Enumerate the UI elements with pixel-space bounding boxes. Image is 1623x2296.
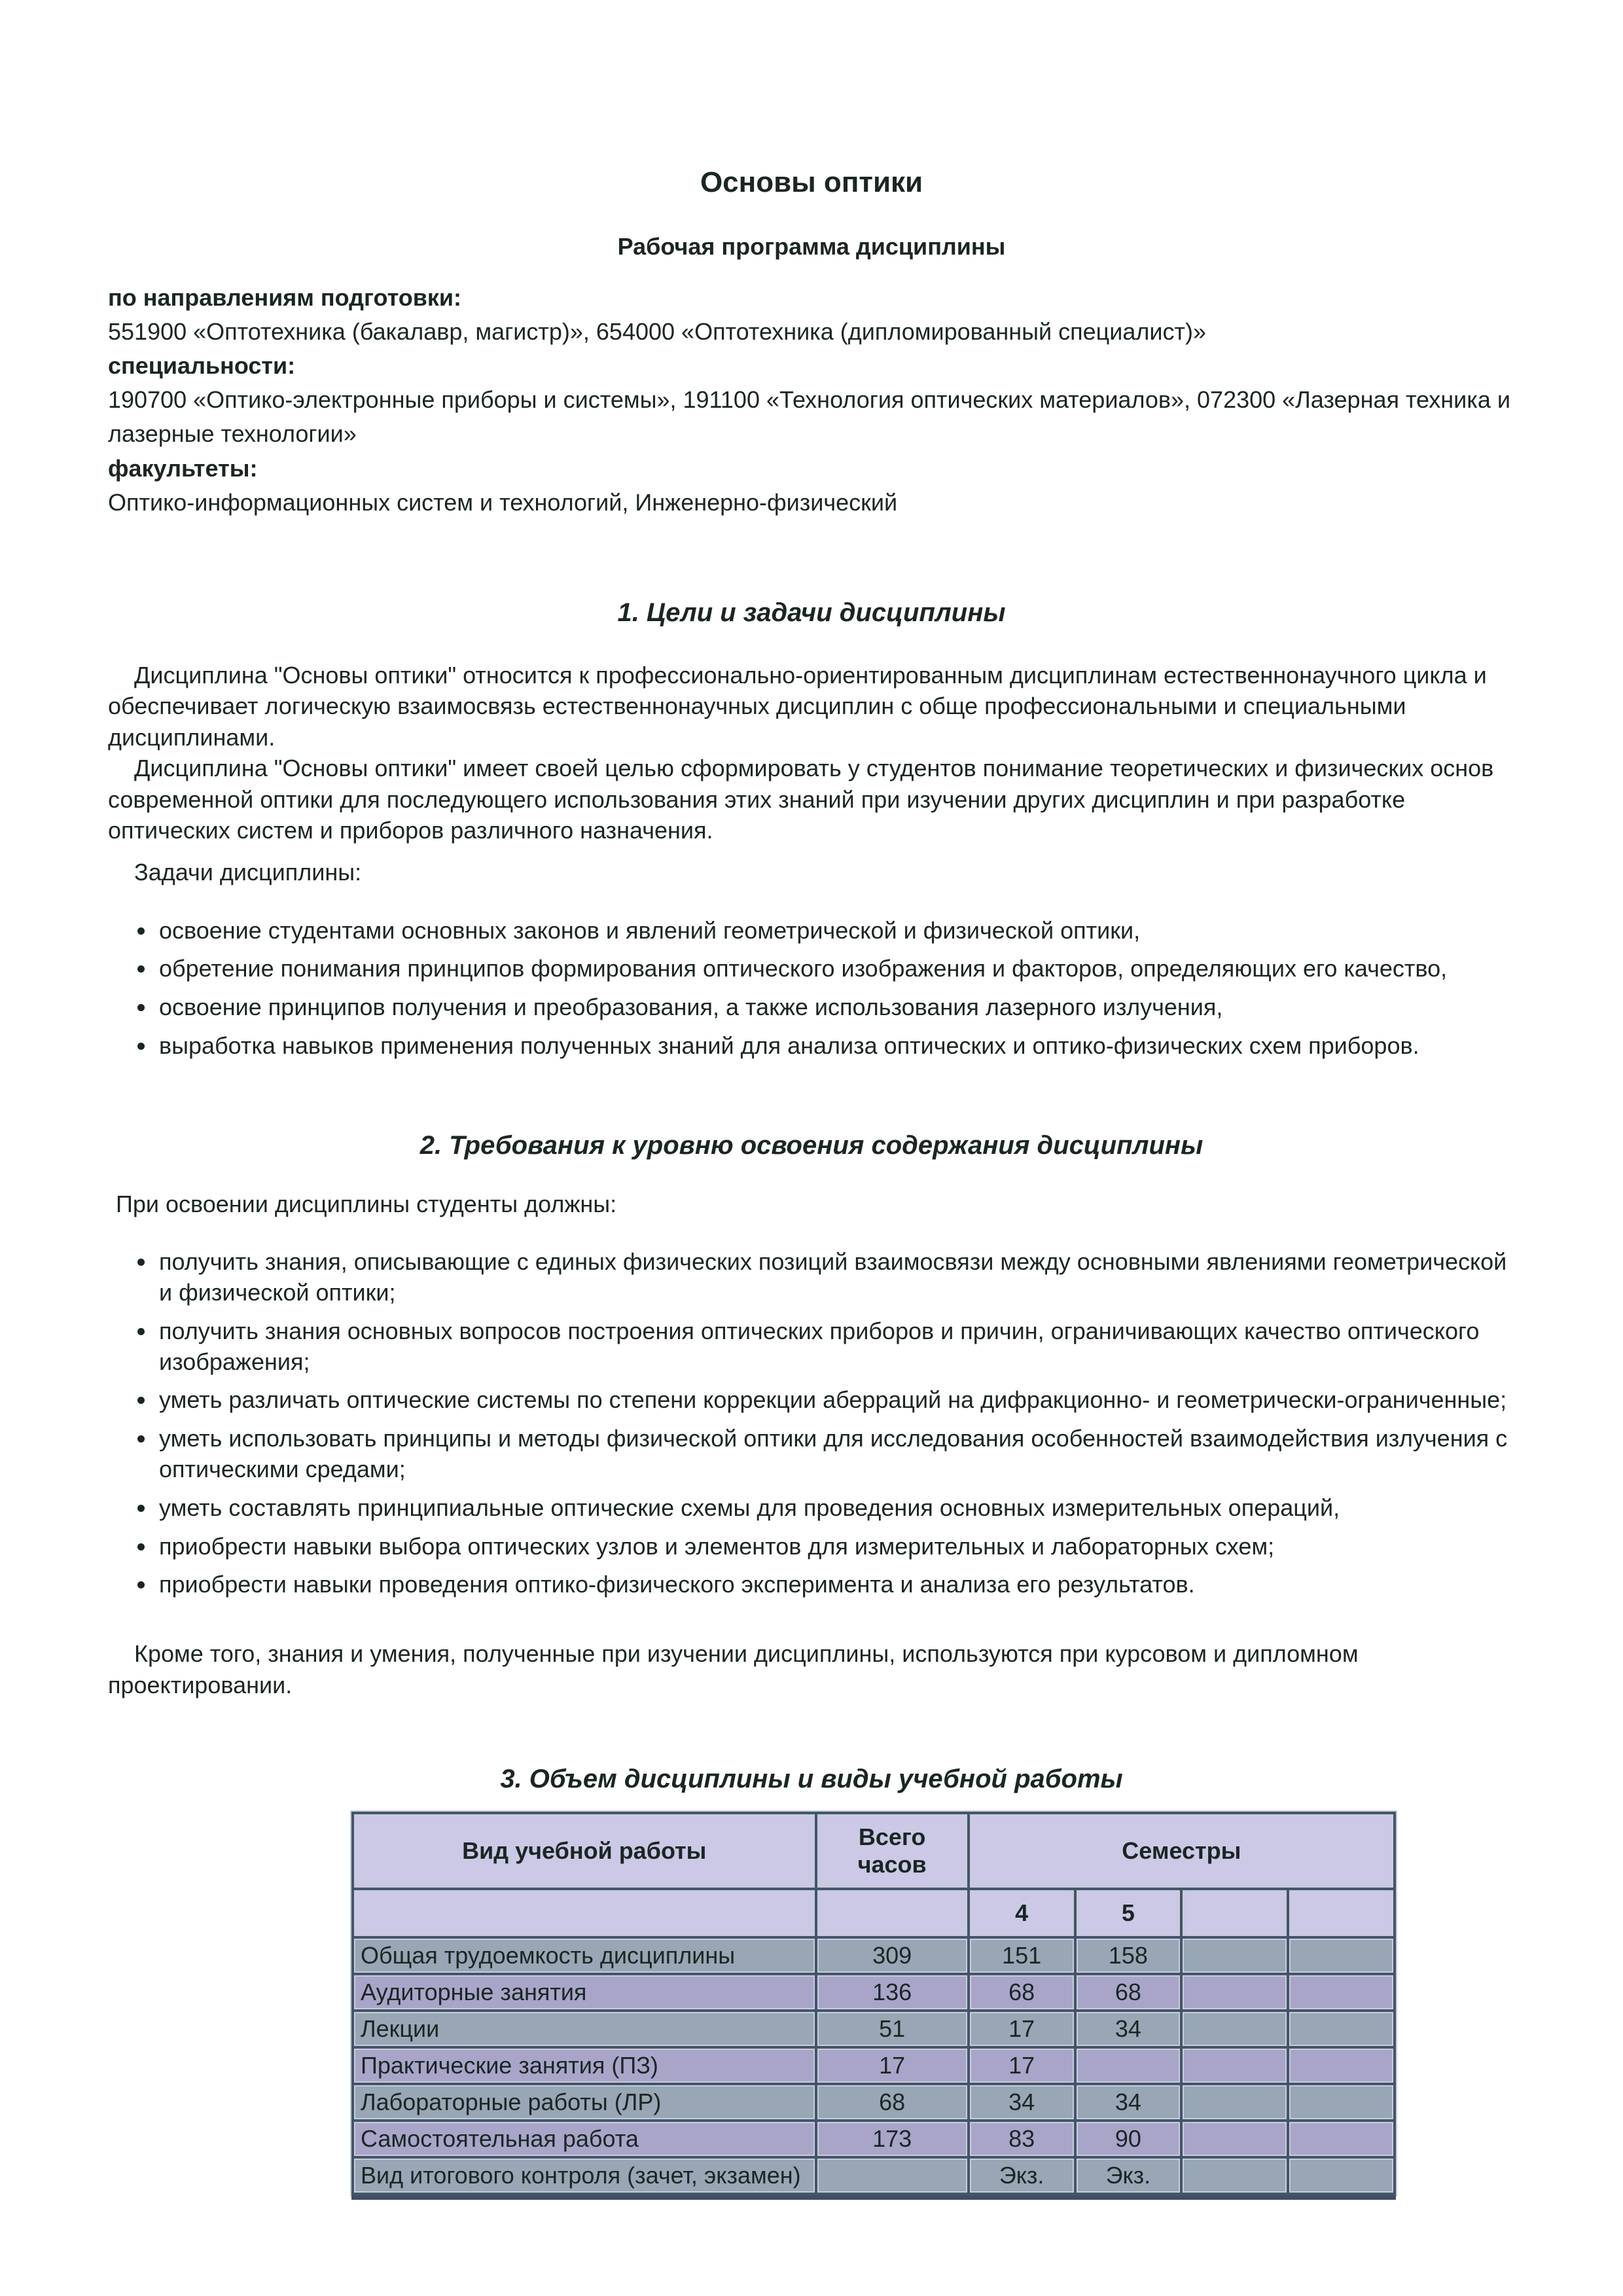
- specialties-label: специальности:: [108, 351, 296, 379]
- row-sem-cell: [1183, 2012, 1287, 2046]
- page-title: Основы оптики: [700, 166, 923, 198]
- semester-number-cell: 4: [970, 1890, 1074, 1936]
- semester-number-cell: 5: [1077, 1890, 1181, 1936]
- table-row: [354, 2159, 1393, 2193]
- list-item: • приобрести навыки проведения оптико-физического эксперимента и анализа его результатов.: [156, 1570, 1515, 1600]
- row-sem-cell: [1289, 1975, 1393, 2009]
- faculties-label: факультеты:: [108, 454, 258, 482]
- semester-number-cell: [1183, 1890, 1287, 1936]
- section2-outro: Кроме того, знания и умения, полученные при изучении дисциплины, используются при курсовом и дипломном проектировании.: [108, 1640, 1359, 1698]
- row-sem-cell: [1289, 2085, 1393, 2119]
- row-sem-cell: [1289, 2012, 1393, 2046]
- row-total-cell: 51: [817, 2012, 967, 2046]
- row-sem-cell: 34: [970, 2085, 1074, 2119]
- header-cell-semesters: Семестры: [970, 1814, 1393, 1888]
- row-sem-cell: 151: [970, 1939, 1074, 1973]
- section1-tasks-intro: Задачи дисциплины:: [134, 858, 362, 886]
- workload-table: [351, 1812, 1396, 2195]
- row-sem-cell: [1289, 1939, 1393, 1973]
- list-item: • освоение принципов получения и преобразования, а также использования лазерного излучения,: [156, 992, 1515, 1023]
- specialties-value: 190700 «Оптико-электронные приборы и системы», 191100 «Технология оптических материалов», 072300 «Лазерная техника и лазерные технологии»: [108, 386, 1510, 448]
- row-sem-cell: [1183, 2159, 1287, 2193]
- list-item: • освоение студентами основных законов и явлений геометрической и физической оптики,: [156, 916, 1515, 946]
- row-label-cell: Вид итогового контроля (зачет, экзамен): [354, 2159, 815, 2193]
- workload-table-wrap: [351, 1812, 1515, 2195]
- list-item: • получить знания основных вопросов построения оптических приборов и причин, ограничивающих качество оптического изображения;: [156, 1316, 1515, 1378]
- list-item: • получить знания, описывающие с единых физических позиций взаимосвязи между основными явлениями геометрической и физической оптики;: [156, 1247, 1515, 1308]
- row-sem-cell: [1289, 2049, 1393, 2083]
- list-item: • обретение понимания принципов формирования оптического изображения и факторов, определяющих его качество,: [156, 954, 1515, 984]
- row-sem-cell: 17: [970, 2012, 1074, 2046]
- row-sem-cell: 34: [1077, 2012, 1181, 2046]
- row-label-cell: Практические занятия (ПЗ): [354, 2049, 815, 2083]
- row-sem-cell: 68: [970, 1975, 1074, 2009]
- row-total-cell: 17: [817, 2049, 967, 2083]
- table-header-row: [354, 1814, 1393, 1888]
- row-total-cell: 136: [817, 1975, 967, 2009]
- list-item: • уметь различать оптические системы по степени коррекции аберраций на дифракционно- и геометрически-ограниченные;: [156, 1385, 1515, 1416]
- section1-heading: 1. Цели и задачи дисциплины: [617, 598, 1006, 627]
- meta-block: [108, 281, 1515, 520]
- table-row: [354, 2085, 1393, 2119]
- row-sem-cell: [1183, 1975, 1287, 2009]
- row-sem-cell: 17: [970, 2049, 1074, 2083]
- row-sem-cell: 90: [1077, 2122, 1181, 2156]
- row-sem-cell: [1183, 2049, 1287, 2083]
- header-cell-work-type: Вид учебной работы: [354, 1814, 815, 1888]
- semester-number-cell: [1289, 1890, 1393, 1936]
- list-item: • уметь использовать принципы и методы физической оптики для исследования особенностей взаимодействия излучения с оптическими средами;: [156, 1424, 1515, 1485]
- row-sem-cell: [1289, 2122, 1393, 2156]
- directions-value: 551900 «Оптотехника (бакалавр, магистр)», 654000 «Оптотехника (дипломированный специалист)»: [108, 317, 1207, 345]
- row-total-cell: 68: [817, 2085, 967, 2119]
- row-label-cell: Лабораторные работы (ЛР): [354, 2085, 815, 2119]
- section2-intro: При освоении дисциплины студенты должны:: [116, 1190, 617, 1217]
- row-total-cell: 173: [817, 2122, 967, 2156]
- row-sem-cell: [1183, 2085, 1287, 2119]
- directions-label: по направлениям подготовки:: [108, 283, 461, 311]
- row-sem-cell: 68: [1077, 1975, 1181, 2009]
- table-row: [354, 1975, 1393, 2009]
- row-label-cell: Общая трудоемкость дисциплины: [354, 1939, 815, 1973]
- section1-bullet-list: [108, 916, 1515, 1062]
- list-item: • выработка навыков применения полученных знаний для анализа оптических и оптико-физических схем приборов.: [156, 1031, 1515, 1062]
- list-item: • приобрести навыки выбора оптических узлов и элементов для измерительных и лабораторных схем;: [156, 1532, 1515, 1562]
- table-row: [354, 2012, 1393, 2046]
- section3-heading: 3. Объем дисциплины и виды учебной работы: [500, 1765, 1123, 1794]
- table-row: [354, 2049, 1393, 2083]
- header-cell-total-hours: Всего часов: [817, 1814, 967, 1888]
- page-subtitle: Рабочая программа дисциплины: [617, 233, 1006, 260]
- table-row: [354, 2122, 1393, 2156]
- row-label-cell: Лекции: [354, 2012, 815, 2046]
- table-subheader-row: [354, 1890, 1393, 1936]
- row-sem-cell: Экз.: [970, 2159, 1074, 2193]
- subheader-empty-cell: [354, 1890, 815, 1936]
- section2-bullet-list: [108, 1247, 1515, 1600]
- section1-para2: Дисциплина "Основы оптики" имеет своей целью сформировать у студентов понимание теоретических и физических основ современной оптики для последующего использования этих знаний при изучении других дисциплин и при разработке оптических систем и приборов различного назначения.: [108, 755, 1494, 844]
- faculties-value: Оптико-информационных систем и технологий, Инженерно-физический: [108, 488, 898, 516]
- row-sem-cell: [1077, 2049, 1181, 2083]
- row-total-cell: [817, 2159, 967, 2193]
- table-row: [354, 1939, 1393, 1973]
- row-sem-cell: 158: [1077, 1939, 1181, 1973]
- row-sem-cell: 34: [1077, 2085, 1181, 2119]
- row-sem-cell: [1289, 2159, 1393, 2193]
- row-label-cell: Самостоятельная работа: [354, 2122, 815, 2156]
- row-sem-cell: 83: [970, 2122, 1074, 2156]
- row-sem-cell: Экз.: [1077, 2159, 1181, 2193]
- section1-para1: Дисциплина "Основы оптики" относится к профессионально-ориентированным дисциплинам естественнонаучного цикла и обеспечивает логическую взаимосвязь естественнонаучных дисциплин с обще профессиональными и специальными дисциплинами.: [108, 661, 1487, 751]
- row-sem-cell: [1183, 1939, 1287, 1973]
- row-sem-cell: [1183, 2122, 1287, 2156]
- list-item: • уметь составлять принципиальные оптические схемы для проведения основных измерительных операций,: [156, 1493, 1515, 1524]
- row-total-cell: 309: [817, 1939, 967, 1973]
- subheader-empty-cell: [817, 1890, 967, 1936]
- section2-heading: 2. Требования к уровню освоения содержания дисциплины: [419, 1130, 1204, 1160]
- row-label-cell: Аудиторные занятия: [354, 1975, 815, 2009]
